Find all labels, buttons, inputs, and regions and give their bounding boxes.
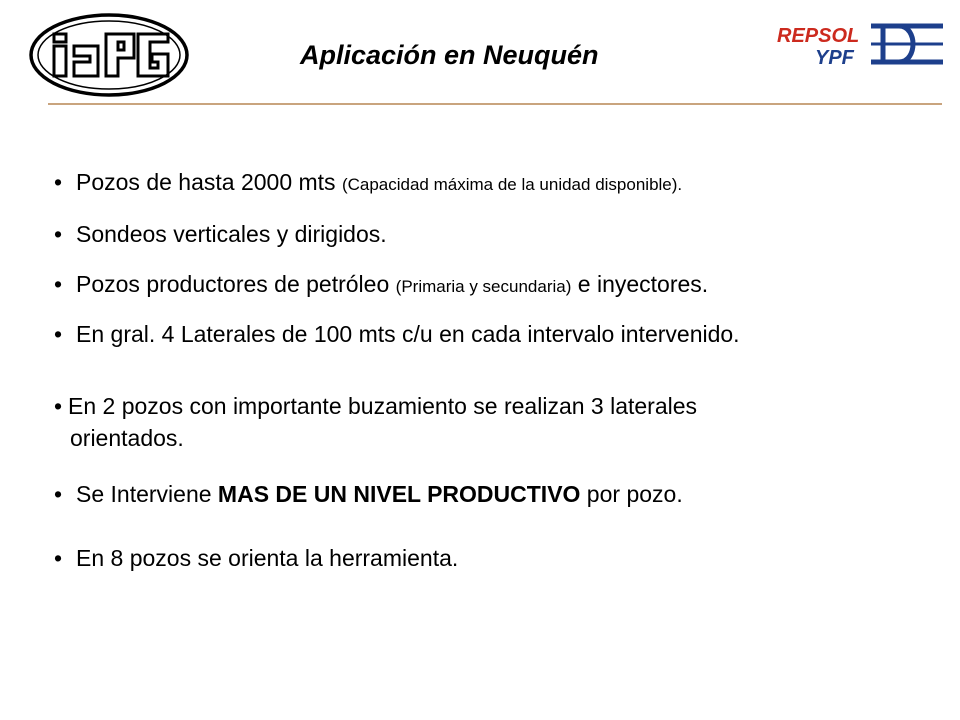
bullet-6: • Se Interviene MAS DE UN NIVEL PRODUCTIVO por pozo.: [54, 481, 683, 507]
bullet-5: • En 2 pozos con importante buzamiento se realizan 3 laterales orientados.: [54, 393, 698, 451]
bullet-7: • En 8 pozos se orienta la herramienta.: [54, 545, 459, 571]
slide-title: Aplicación en Neuquén: [300, 40, 599, 70]
repsol-ypf-logo: [775, 16, 947, 72]
bullet-1: • Pozos de hasta 2000 mts (Capacidad máxima de la unidad disponible).: [54, 169, 683, 195]
ypf-text: YPF: [815, 47, 854, 69]
repsol-text: REPSOL: [777, 25, 860, 47]
bullet-3: • Pozos productores de petróleo (Primaria y secundaria) e inyectores.: [54, 271, 709, 297]
iapg-logo: [28, 12, 190, 98]
header-divider: [48, 103, 942, 105]
bullet-2: • Sondeos verticales y dirigidos.: [54, 221, 387, 247]
bullet-4: • En gral. 4 Laterales de 100 mts c/u en cada intervalo intervenido.: [54, 321, 740, 347]
